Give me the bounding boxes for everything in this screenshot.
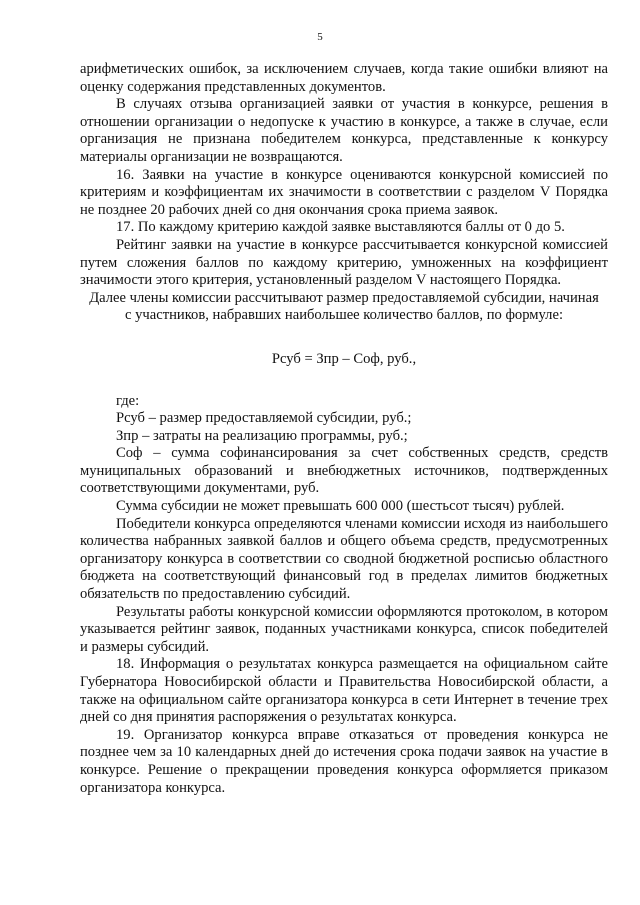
paragraph-continuation: арифметических ошибок, за исключением случаев, когда такие ошибки влияют на оценку содержания представленных документов. — [80, 61, 608, 95]
definition-rsub: Рсуб – размер предоставляемой субсидии, руб.; — [116, 410, 412, 427]
paragraph-winners: Победители конкурса определяются членами комиссии исходя из наибольшего количества набранных заявкой баллов и общего объема средств, предусмотренных организатору конкурса в соответствии со сводной бюджетной росписью областного бюджета на соответствующий финансовый год в пределах лимитов бюджетных обязательств по предоставлению субсидий. — [80, 515, 608, 603]
subsidy-formula: Рсуб = Зпр – Соф, руб., — [271, 350, 417, 367]
paragraph-18: 18. Информация о результатах конкурса размещается на официальном сайте Губернатора Новосибирской области и Правительства Новосибирской области, а также на официальном сайте организатора конкурса в сети Интернет в течение трех дней со дня принятия распоряжения о результатах конкурса. — [80, 656, 608, 726]
definition-sof: Соф – сумма софинансирования за счет собственных средств, средств муниципальных образований и внебюджетных источников, подтвержденных соответствующими документами, руб. — [80, 445, 608, 497]
page-number: 5 — [317, 31, 323, 43]
paragraph-members: Далее члены комиссии рассчитывают размер предоставляемой субсидии, начиная с участников, набравших наибольшее количество баллов, по формуле: — [89, 289, 599, 324]
paragraph-results: Результаты работы конкурсной комиссии оформляются протоколом, в котором указывается рейтинг заявок, поданных участниками конкурса, список победителей и размеры субсидий. — [80, 603, 608, 655]
document-body — [80, 61, 608, 797]
paragraph-19: 19. Организатор конкурса вправе отказаться от проведения конкурса не позднее чем за 10 календарных дней до истечения срока подачи заявок на участие в конкурсе. Решение о прекращении проведения конкурса оформляется приказом организатора конкурса. — [80, 726, 608, 796]
formula-where: где: — [116, 392, 140, 409]
paragraph-withdrawal: В случаях отзыва организацией заявки от участия в конкурсе, решения в отношении организации о недопуске к участию в конкурсе, а также в случае, если организация не признана победителем конкурса, представленные к конкурсу материалы организации не возвращаются. — [80, 96, 608, 165]
paragraph-max-subsidy: Сумма субсидии не может превышать 600 000 (шестьсот тысяч) рублей. — [116, 498, 565, 515]
paragraph-17: 17. По каждому критерию каждой заявке выставляются баллы от 0 до 5. — [116, 219, 565, 236]
paragraph-rating: Рейтинг заявки на участие в конкурсе рассчитывается конкурсной комиссией путем сложения баллов по каждому критерию, умноженных на коэффициент значимости этого критерия, установленный разделом V настоящего Порядка. — [80, 236, 608, 289]
paragraph-16: 16. Заявки на участие в конкурсе оцениваются конкурсной комиссией по критериям и коэффициентам их значимости в соответствии с разделом V Порядка не позднее 20 рабочих дней со дня окончания срока приема заявок. — [80, 166, 608, 218]
definition-zpr: Зпр – затраты на реализацию программы, руб.; — [116, 427, 408, 444]
